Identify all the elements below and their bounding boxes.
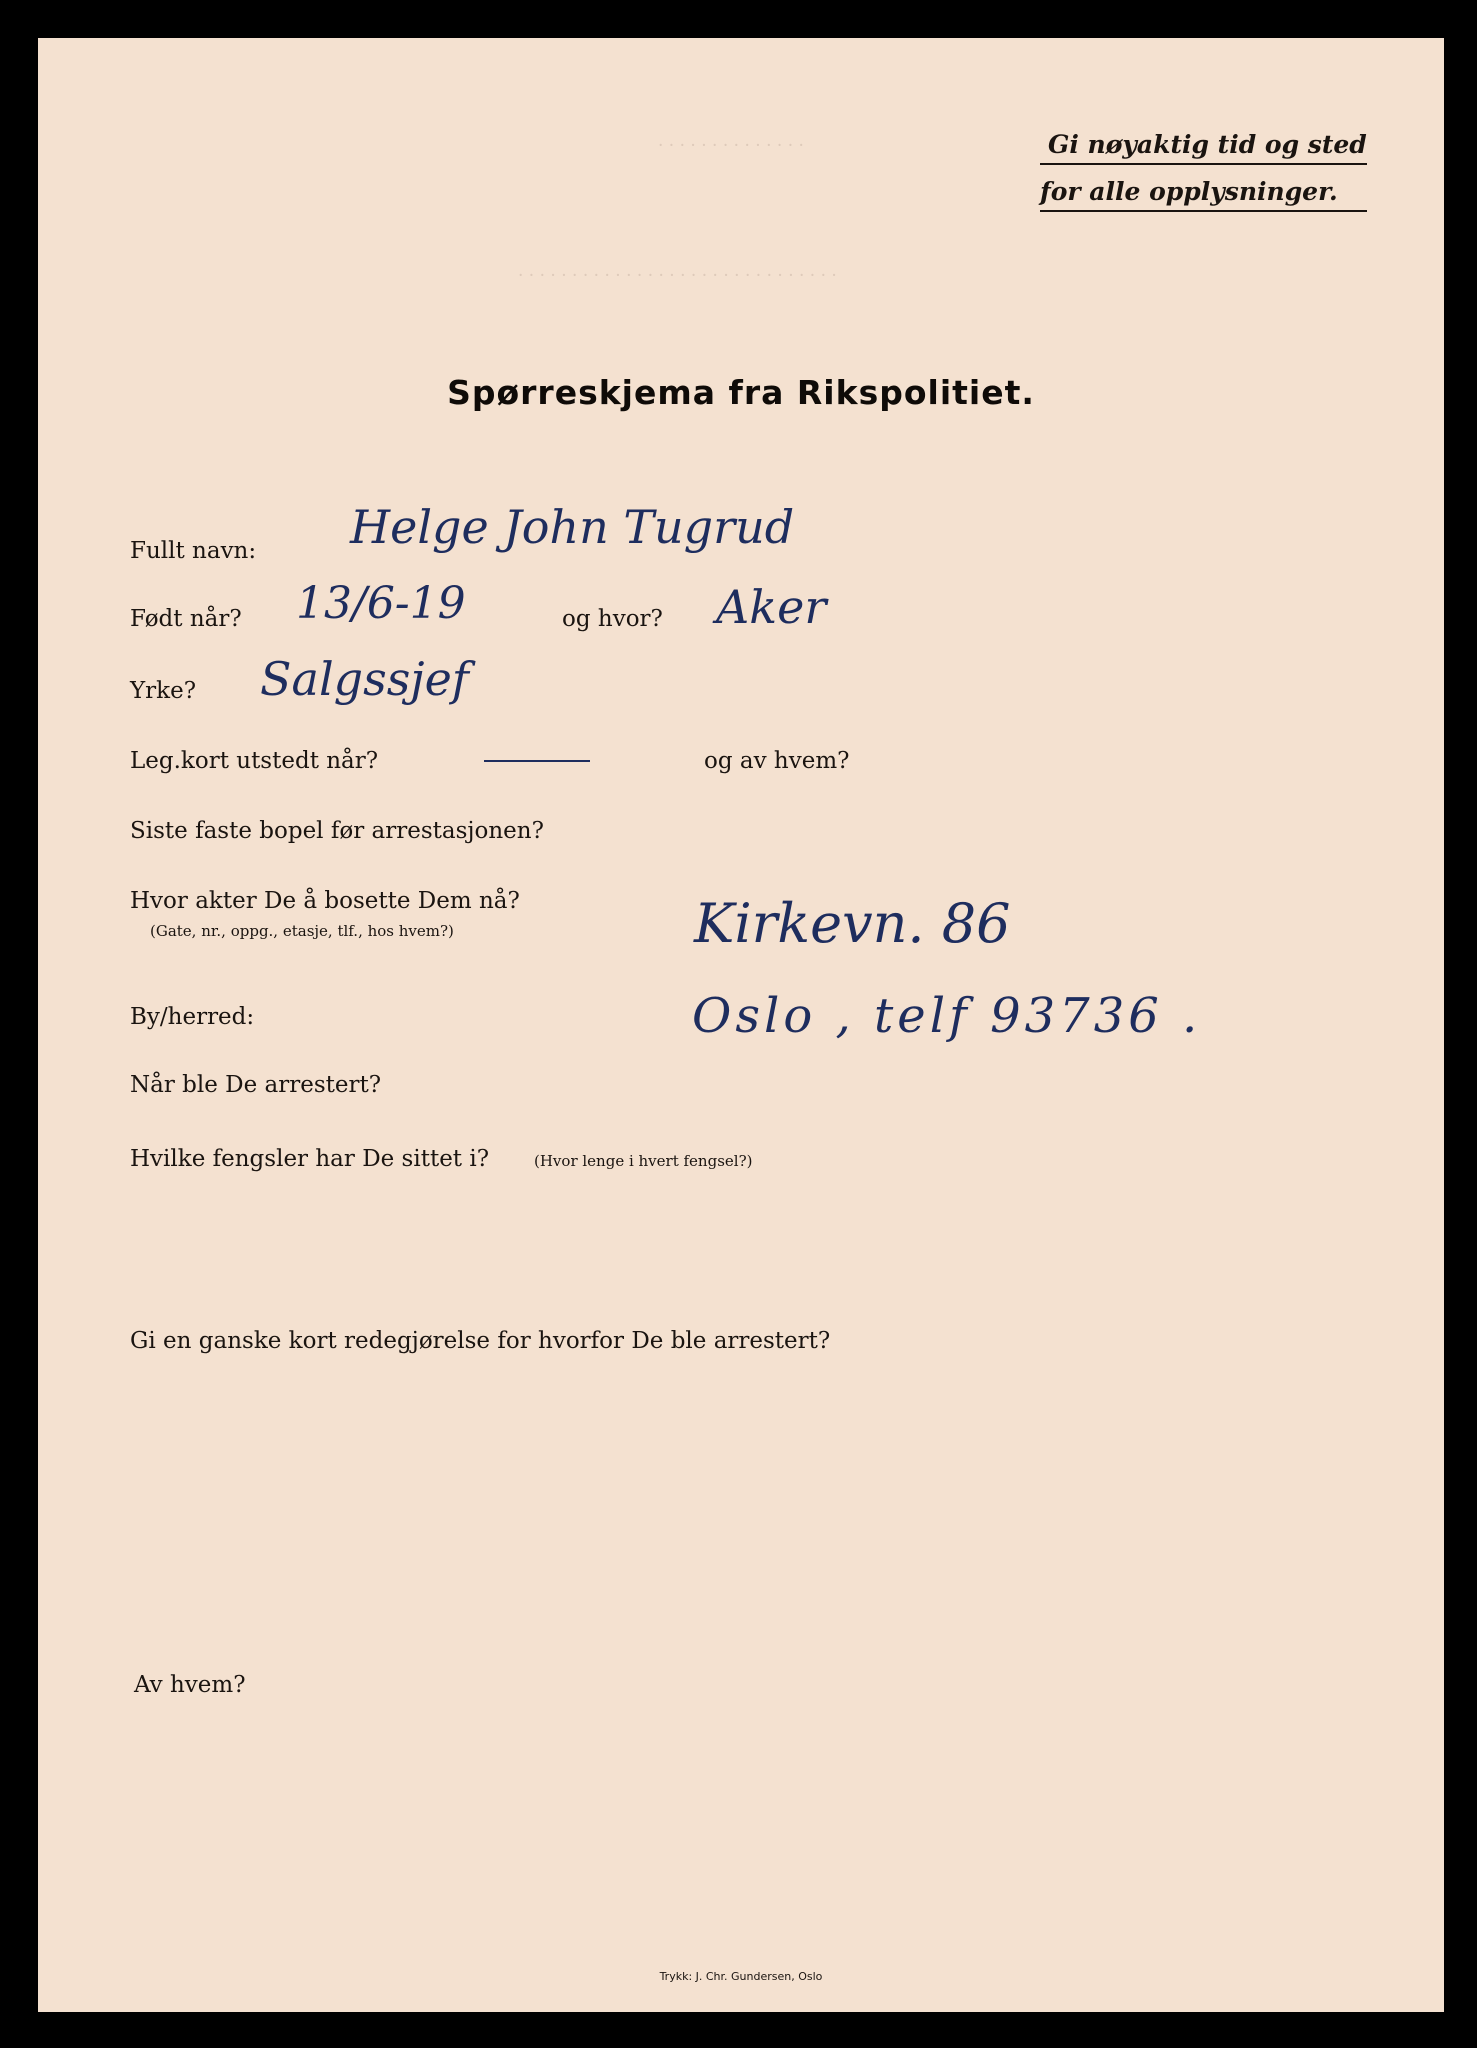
- form-sheet: [38, 38, 1444, 2012]
- prisons-label: Hvilke fengsler har De sittet i?: [130, 1146, 490, 1172]
- instruction-line-2: for alle opplysninger.: [1040, 175, 1367, 212]
- id-card-when-label: Leg.kort utstedt når?: [130, 748, 379, 774]
- prisons-hint: (Hvor lenge i hvert fengsel?): [534, 1152, 753, 1170]
- born-where-label: og hvor?: [562, 606, 663, 632]
- occupation-label: Yrke?: [130, 678, 197, 704]
- town-label: By/herred:: [130, 1004, 255, 1030]
- instruction-notice: [1040, 128, 1367, 212]
- printer-imprint: Trykk: J. Chr. Gundersen, Oslo: [659, 1970, 823, 1983]
- form-title: Spørreskjema fra Rikspolitiet.: [447, 373, 1035, 412]
- instruction-line-1: Gi nøyaktig tid og sted: [1040, 128, 1367, 165]
- settle-hint: (Gate, nr., oppg., etasje, tlf., hos hvem?): [150, 922, 454, 940]
- full-name-label: Fullt navn:: [130, 538, 257, 564]
- occupation-value: Salgssjef: [260, 652, 469, 706]
- settle-label: Hvor akter De å bosette Dem nå?: [130, 888, 520, 914]
- last-residence-label: Siste faste bopel før arrestasjonen?: [130, 818, 544, 844]
- born-when-value: 13/6-19: [296, 578, 466, 629]
- id-card-dash: [484, 760, 590, 762]
- born-when-label: Født når?: [130, 606, 242, 632]
- born-where-value: Aker: [716, 580, 827, 634]
- reason-label: Gi en ganske kort redegjørelse for hvorfor De ble arrestert?: [130, 1328, 831, 1354]
- full-name-value: Helge John Tugrud: [350, 500, 795, 554]
- arrested-when-label: Når ble De arrestert?: [130, 1072, 382, 1098]
- id-card-by-whom-label: og av hvem?: [704, 748, 850, 774]
- town-value: Oslo , telf 93736 .: [692, 988, 1202, 1044]
- bleed-through-text: · · · · · · · · · · · · · ·: [658, 136, 804, 156]
- bleed-through-text: · · · · · · · · · · · · · · · · · · · · · · · · · · · · · ·: [518, 266, 837, 286]
- settle-value: Kirkevn. 86: [694, 892, 1011, 955]
- by-whom-label: Av hvem?: [134, 1672, 246, 1698]
